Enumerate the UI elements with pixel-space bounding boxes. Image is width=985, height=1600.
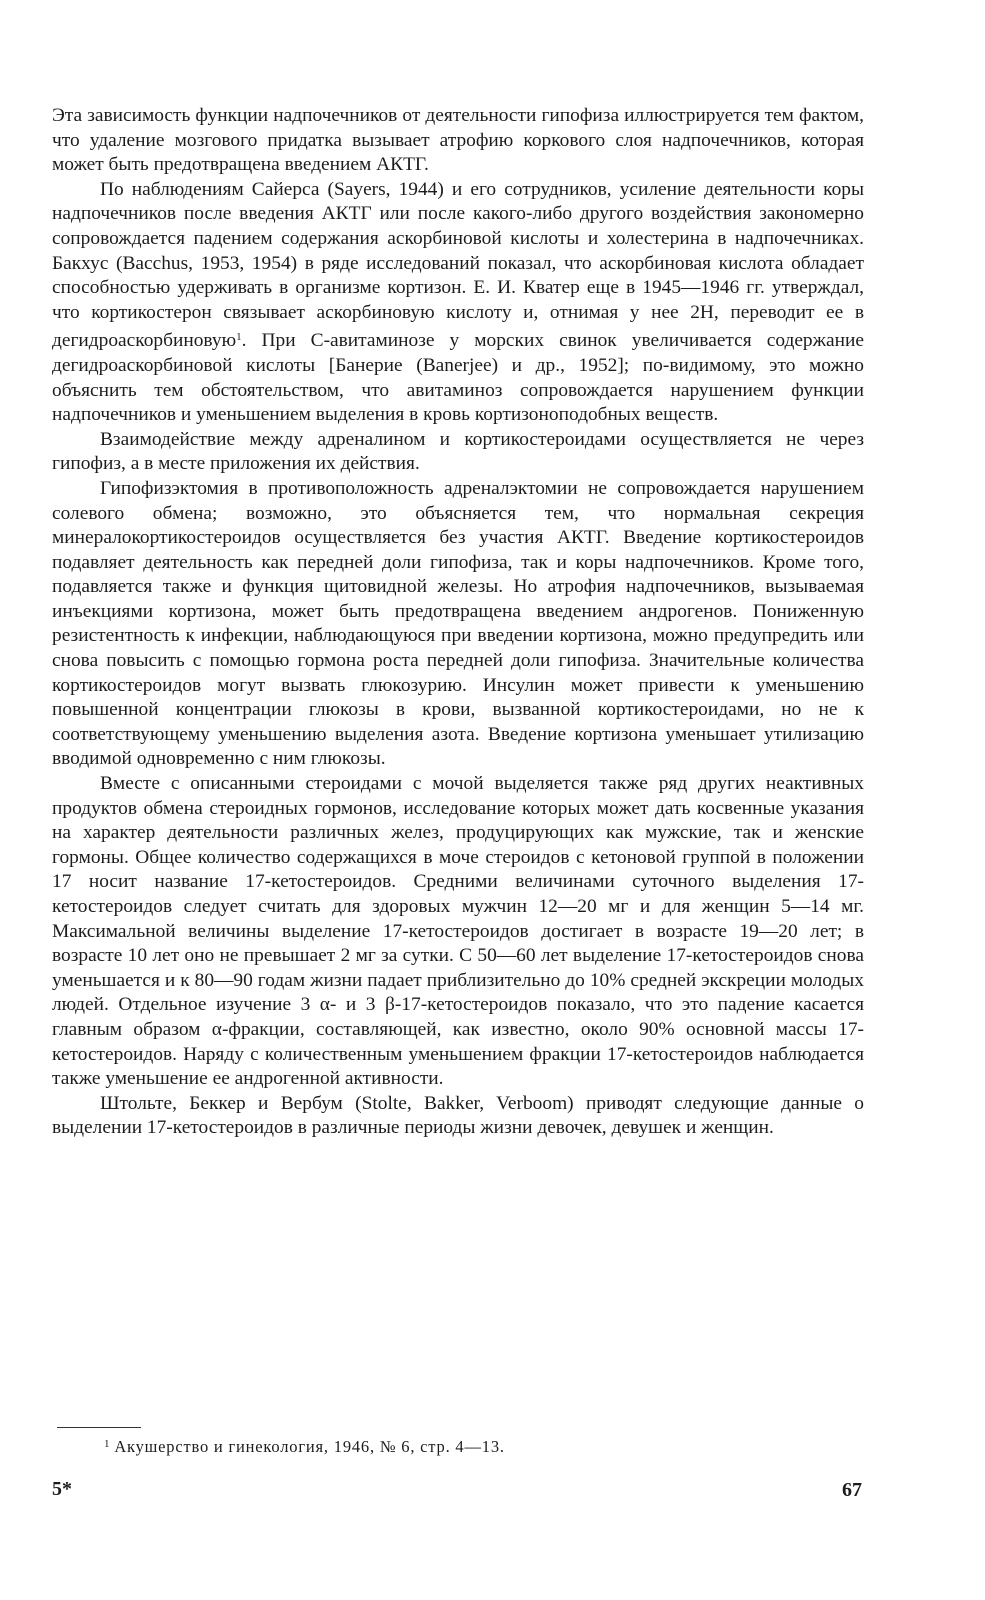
page-body [52,104,864,1141]
footnote-mark: 1 [104,1438,111,1450]
paragraph-1: Эта зависимость функции надпочечников от деятельности гипофиза иллюстрируется тем фактом, что удаление мозгового придатка вызывает атрофию коркового слоя надпочечников, которая может быть предотвращена введением АКТГ. [52,105,864,176]
paragraph-2-text: По наблюдениям Сайерса (Sayers, 1944) и его сотрудников, усиление деятельности коры надпочечников после введения АКТГ или после какого-либо другого воздействия закономерно сопровождается падением содержания аскорбиновой кислоты и холестерина в надпочечниках. Бакхус (Bacchus, 1953, 1954) в ряде исследований показал, что аскорбиновая кислота обладает способностью удерживать в организме кортизон. Е. И. Кватер еще в 1945—1946 гг. утверждал, что кортикостерон связывает аскорбиновую кислоту и, отнимая у нее 2Н, переводит ее в дегидроаскорбиновую [52,178,864,352]
paragraph-4: Гипофизэктомия в противоположность адреналэктомии не сопровождается нарушением солевого обмена; возможно, это объясняется тем, что нормальная секреция минералокортикостероидов осуществляется без участия АКТГ. Введение кортикостероидов подавляет деятельность как передней доли гипофиза, так и коры надпочечников. Кроме того, подавляется также и функция щитовидной железы. Но атрофия надпочечников, вызываемая инъекциями кортизона, может быть предотвращена введением андрогенов. Пониженную резистентность к инфекции, наблюдающуюся при введении кортизона, можно предупредить или снова повысить с помощью гормона роста передней доли гипофиза. Значительные количества кортикостероидов могут вызвать глюкозурию. Инсулин может привести к уменьшению повышенной концентрации глюкозы в крови, вызванной кортикостероидами, но не к соответствующему уменьшению выделения азота. Введение кортизона уменьшает утилизацию вводимой одновременно с ним глюкозы. [52,477,864,770]
footnote-text: Акушерство и гинекология, 1946, № 6, стр. 4—13. [114,1437,505,1456]
paragraph-3: Взаимодействие между адреналином и кортикостероидами осуществляется не через гипофиз, а в месте приложения их действия. [52,428,864,475]
footnote [104,1434,505,1457]
footnote-divider [57,1427,141,1428]
printer-signature: 5* [52,1478,72,1500]
page-number: 67 [842,1479,862,1501]
paragraph-6: Штольте, Беккер и Вербум (Stolte, Bakker, Verboom) приводят следующие данные о выделении 17-кетостероидов в различные периоды жизни девочек, девушек и женщин. [52,1092,864,1139]
paragraph-2 [52,178,864,428]
footnote-reference[interactable]: 1 [236,331,242,344]
paragraph-2-tail: . При С-авитаминозе у морских свинок увеличивается содержание дегидроаскорбиновой кислоты [Банерие (Banerjee) и др., 1952]; по-видимому, это можно объяснить тем обстоятельством, что авитаминоз сопровождается нарушением функции надпочечников и уменьшением выделения в кровь кортизоноподобных веществ. [52,330,864,426]
paragraph-5: Вместе с описанными стероидами с мочой выделяется также ряд других неактивных продуктов обмена стероидных гормонов, исследование которых может дать косвенные указания на характер деятельности различных желез, продуцирующих как мужские, так и женские гормоны. Общее количество содержащихся в моче стероидов с кетоновой группой в положении 17 носит название 17-кетостероидов. Средними величинами суточного выделения 17-кетостероидов следует считать для здоровых мужчин 12—20 мг и для женщин 5—14 мг. Максимальной величины выделение 17-кетостероидов достигает в возрасте 19—20 лет; в возрасте 10 лет оно не превышает 2 мг за сутки. С 50—60 лет выделение 17-кетостероидов снова уменьшается и к 80—90 годам жизни падает приблизительно до 10% средней экскреции молодых людей. Отдельное изучение 3 α- и 3 β-17-кетостероидов показало, что это падение касается главным образом α-фракции, составляющей, как известно, около 90% основной массы 17-кетостероидов. Наряду с количественным уменьшением фракции 17-кетостероидов наблюдается также уменьшение ее андрогенной активности. [52,773,864,1090]
